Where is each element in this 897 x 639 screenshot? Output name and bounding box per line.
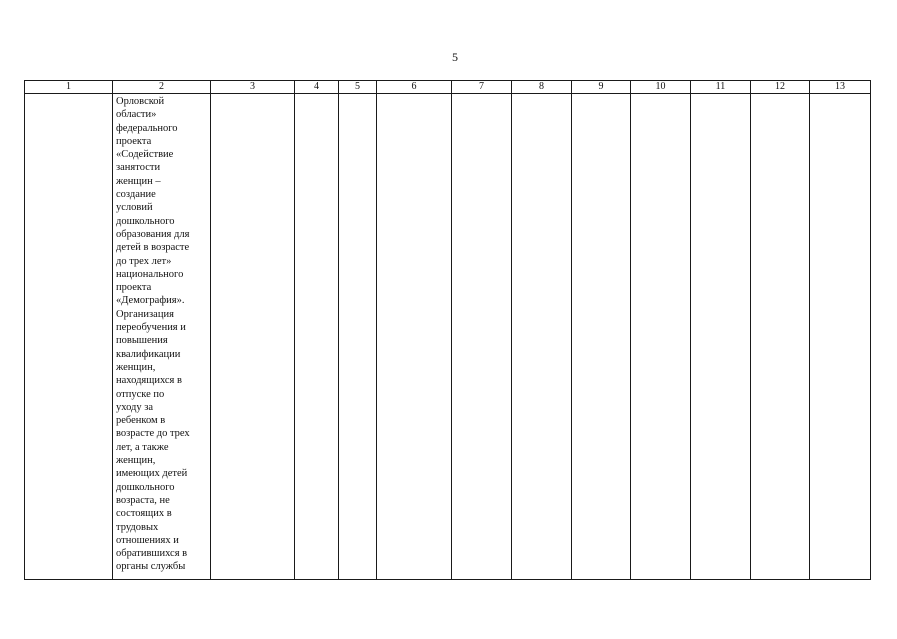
column-header-2: 2: [113, 81, 211, 94]
program-table: [24, 80, 871, 580]
column-header-8: 8: [512, 81, 572, 94]
column-header-9: 9: [572, 81, 631, 94]
column-header-5: 5: [339, 81, 377, 94]
column-header-1: 1: [25, 81, 113, 94]
column-header-3: 3: [211, 81, 295, 94]
column-header-7: 7: [452, 81, 512, 94]
cell-col-7: [452, 94, 512, 580]
page-number: 5: [452, 50, 458, 64]
cell-col-3: [211, 94, 295, 580]
column-header-11: 11: [691, 81, 751, 94]
cell-col-4: [295, 94, 339, 580]
cell-col-6: [377, 94, 452, 580]
cell-col-9: [572, 94, 631, 580]
cell-col-13: [810, 94, 871, 580]
column-header-6: 6: [377, 81, 452, 94]
cell-col-10: [631, 94, 691, 580]
table-row: [25, 94, 871, 580]
cell-col-11: [691, 94, 751, 580]
cell-col-1: [25, 94, 113, 580]
header-row: [25, 81, 871, 94]
cell-col-12: [751, 94, 810, 580]
cell-col-2-description: Орловской области» федерального проекта «Содействие занятости женщин – создание условий дошкольного образования для детей в возрасте до трех лет» национального проекта «Демография». Организация переобучения и повышения квалификации женщин, находящихся в отпуске по уходу за ребенком в возрасте до трех лет, а также женщин, имеющих детей дошкольного возраста, не состоящих в трудовых отношениях и обратившихся в органы службы: [113, 94, 211, 580]
column-header-13: 13: [810, 81, 871, 94]
cell-col-8: [512, 94, 572, 580]
column-header-4: 4: [295, 81, 339, 94]
cell-col-5: [339, 94, 377, 580]
column-header-12: 12: [751, 81, 810, 94]
column-header-10: 10: [631, 81, 691, 94]
